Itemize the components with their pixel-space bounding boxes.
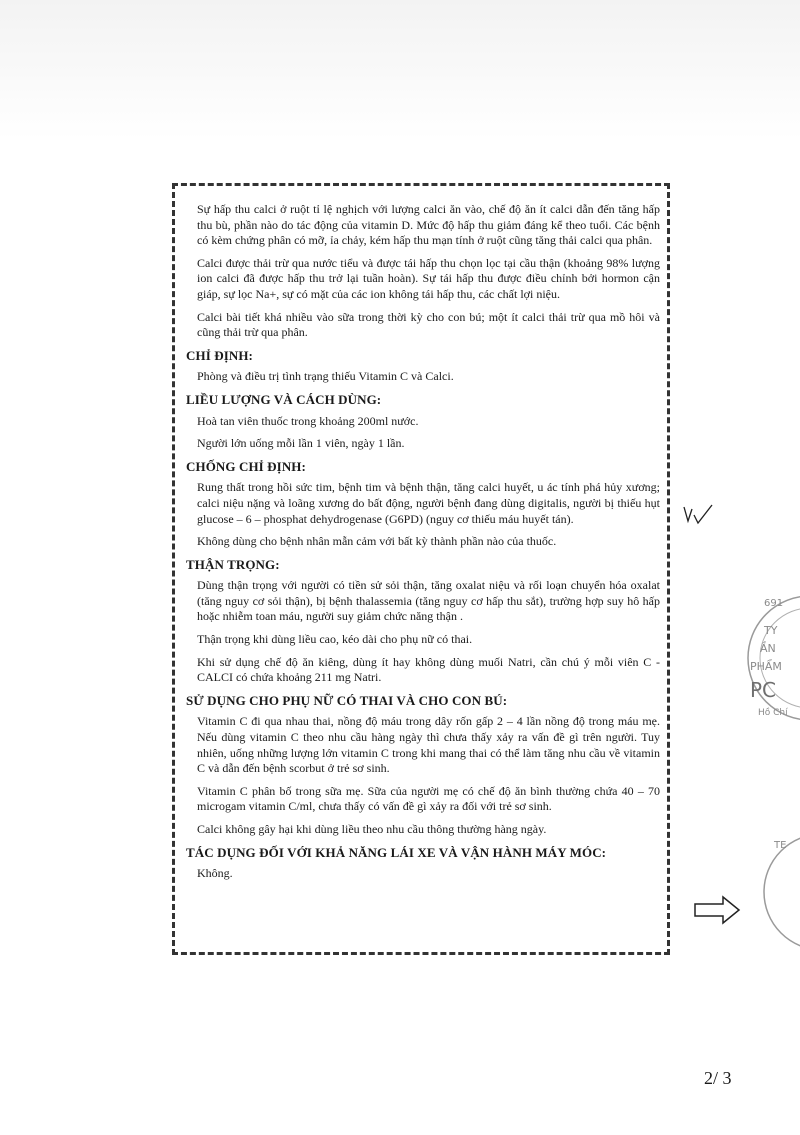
- paragraph: Sự hấp thu calci ở ruột tỉ lệ nghịch với lượng calci ăn vào, chế độ ăn ít calci dẫn đến tăng hấp thu bù, phần nào do tác động của vitamin D. Mức độ hấp thu giảm đáng kể theo tuổi. Các bệnh có kèm chứng phân có mỡ, ỉa chảy, kém hấp thu mạn tính ở ruột cũng tăng thải calci qua phân.: [197, 202, 660, 248]
- paragraph: Thận trọng khi dùng liều cao, kéo dài cho phụ nữ có thai.: [197, 632, 473, 647]
- section-heading-chong-chi-dinh: CHỐNG CHỈ ĐỊNH:: [186, 458, 306, 474]
- checkmark-scribble-icon: [682, 503, 714, 527]
- paragraph: Calci được thải trừ qua nước tiểu và được tái hấp thu chọn lọc tại cầu thận (khoảng 98% lượng ion calci đã được hấp thu trở lại tuần hoàn). Sự tái hấp thu được điều chỉnh bởi hormon cận giáp, sự lọc Na+, sự có mặt của các ion không tái hấp thu, các chất lợi niệu.: [197, 255, 660, 301]
- section-heading-phu-nu-co-thai: SỬ DỤNG CHO PHỤ NỮ CÓ THAI VÀ CHO CON BÚ:: [186, 692, 508, 708]
- section-heading-lieu-luong: LIỀU LƯỢNG VÀ CÁCH DÙNG:: [186, 391, 382, 407]
- outline-right-arrow-icon: [693, 894, 741, 926]
- paragraph: Người lớn uống mỗi lần 1 viên, ngày 1 lần.: [197, 436, 405, 451]
- paragraph: Vitamin C phân bố trong sữa mẹ. Sữa của người mẹ có chế độ ăn bình thường chứa 40 – 70 microgam vitamin C/ml, chưa thấy có vấn đề gì xảy ra đối với trẻ sơ sinh.: [197, 783, 660, 814]
- paragraph: Vitamin C đi qua nhau thai, nồng độ máu trong dây rốn gấp 2 – 4 lần nồng độ trong máu mẹ. Nếu dùng vitamin C theo nhu cầu hàng ngày thì chưa thấy xảy ra vấn đề gì trên người. Tuy nhiên, uống những lượng lớn vitamin C trong khi mang thai có thể làm tăng nhu cầu về vitamin C và dẫn đến bệnh scorbut ở trẻ sơ sinh.: [197, 714, 660, 776]
- document-body: [186, 202, 660, 889]
- paragraph: Không.: [197, 866, 233, 881]
- stamp-text: ẦN: [760, 642, 776, 655]
- paragraph: Không dùng cho bệnh nhân mẫn cảm với bất kỳ thành phần nào của thuốc.: [197, 534, 557, 549]
- paragraph: Calci không gây hại khi dùng liều theo nhu cầu thông thường hàng ngày.: [197, 822, 547, 836]
- paragraph: Khi sử dụng chế độ ăn kiêng, dùng ít hay không dùng muối Natri, cần chú ý mỗi viên C - CALCI có chứa khoảng 211 mg Natri.: [197, 654, 660, 685]
- stamp-text: PC: [750, 678, 777, 702]
- paragraph: Dùng thận trọng với người có tiền sử sỏi thận, tăng oxalat niệu và rối loạn chuyển hóa oxalat (tăng nguy cơ sỏi thận), bị bệnh thalassemia (tăng nguy cơ hấp thu sắt), trường hợp suy hô hấp hoặc nhiễm toan máu, người suy giảm chức năng thận .: [197, 578, 660, 624]
- stamp-text: 691: [764, 598, 784, 609]
- stamp-text: TE: [774, 840, 787, 851]
- company-stamp-partial: [760, 822, 800, 962]
- section-heading-than-trong: THẬN TRỌNG:: [186, 556, 280, 572]
- stamp-text: TY: [764, 624, 778, 637]
- paragraph: Phòng và điều trị tình trạng thiếu Vitamin C và Calci.: [197, 369, 454, 384]
- paragraph: Calci bài tiết khá nhiều vào sữa trong thời kỳ cho con bú; một ít calci thải trừ qua mồ hôi và cũng thải trừ qua phân.: [197, 309, 660, 340]
- section-heading-lai-xe: TÁC DỤNG ĐỐI VỚI KHẢ NĂNG LÁI XE VÀ VẬN HÀNH MÁY MÓC:: [186, 844, 607, 860]
- stamp-text: PHẨM: [750, 660, 782, 673]
- section-heading-chi-dinh: CHỈ ĐỊNH:: [186, 347, 253, 363]
- paragraph: Rung thất trong hồi sức tim, bệnh tim và bệnh thận, tăng calci huyết, u ác tính phá hủy xương; calci niệu nặng và loãng xương do bất động, người bệnh đang dùng digitalis, người bị thiếu hụt glucose – 6 – phosphat dehydrogenase (G6PD) (nguy cơ thiếu máu huyết tán).: [197, 480, 660, 526]
- paragraph: Hoà tan viên thuốc trong khoảng 200ml nước.: [197, 413, 419, 428]
- scan-background: [0, 0, 800, 140]
- company-stamp: [740, 588, 800, 738]
- page-number: 2/ 3: [704, 1068, 732, 1088]
- stamp-text: Hồ Chí: [758, 708, 788, 718]
